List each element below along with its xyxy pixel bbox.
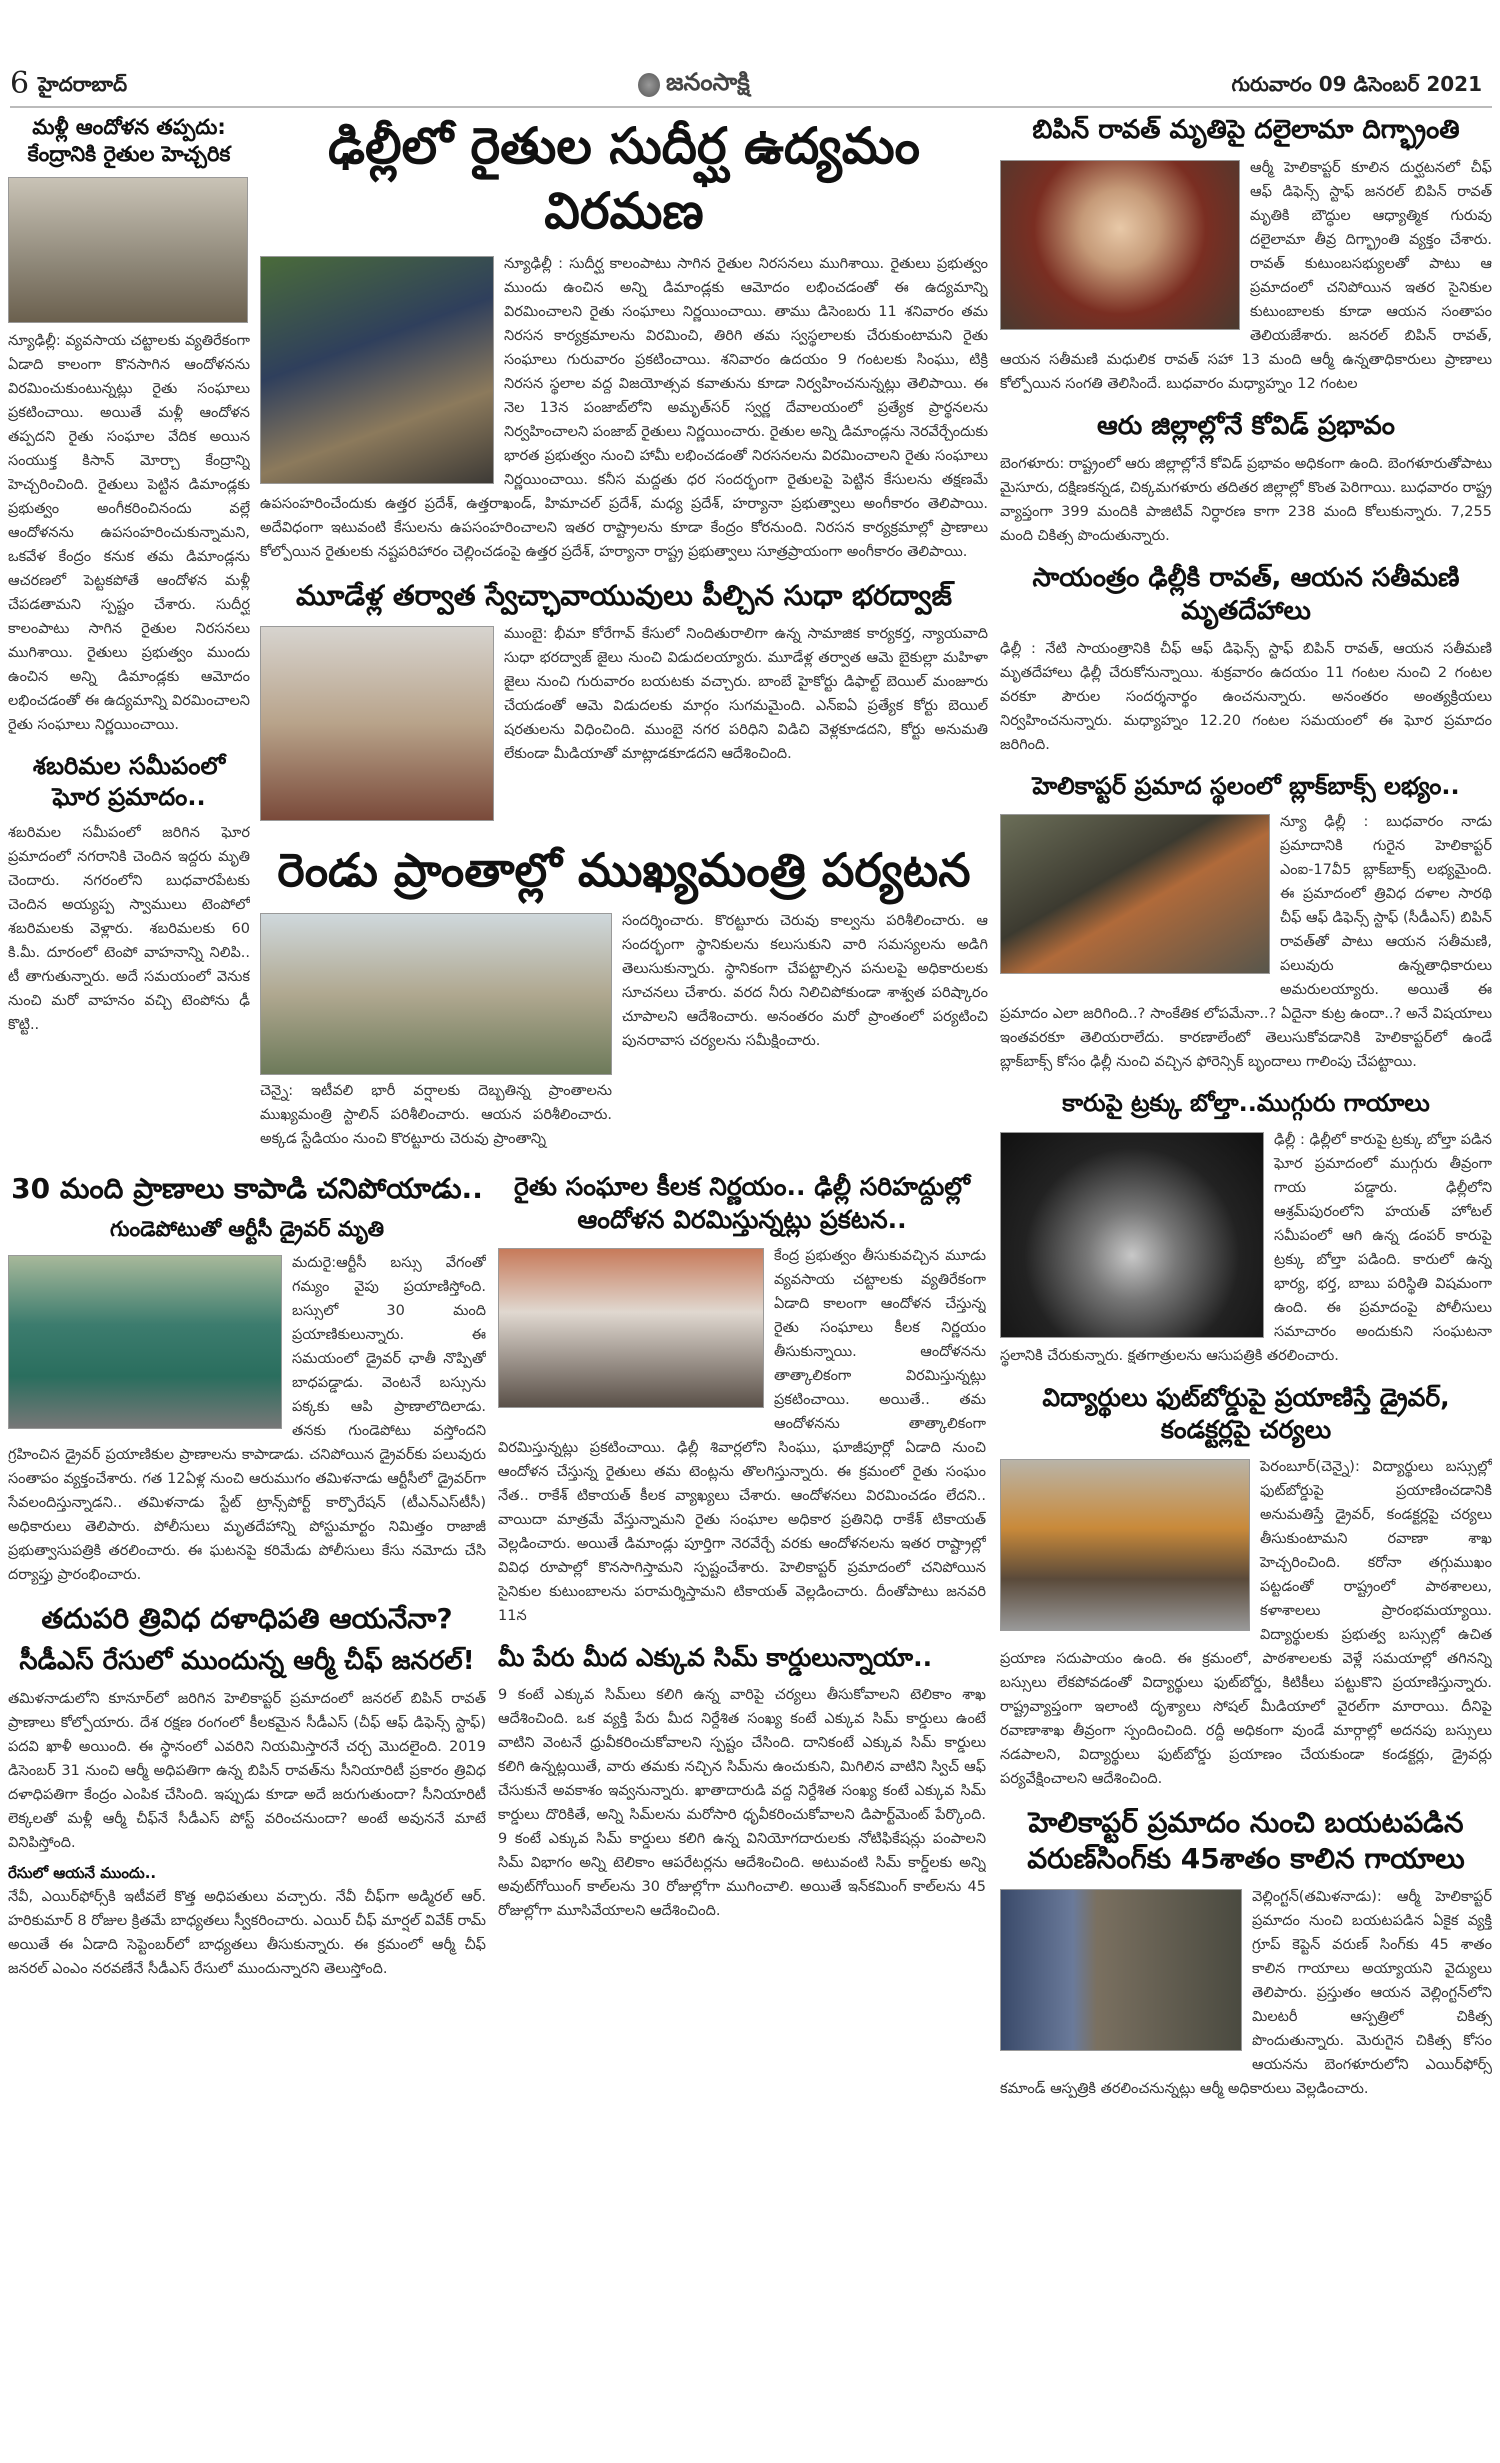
- footboard-headline: విద్యార్థులు ఫుట్‌బోర్డుపై ప్రయాణిస్తే డ్రైవర్, కండక్టర్లపై చర్యలు: [1042, 1382, 1450, 1445]
- crash-site-photo: [1000, 814, 1270, 974]
- truck-article: [1000, 1088, 1492, 1367]
- main-headline: ఢిల్లీలో రైతుల సుదీర్ఘ ఉద్యమం విరమణ: [328, 117, 920, 240]
- farmers-warning-article: [8, 114, 250, 737]
- farmers-warning-photo: [8, 177, 248, 323]
- cm-tour-figure: [260, 913, 612, 1151]
- main-body: న్యూఢిల్లీ : సుదీర్ఘ కాలంపాటు సాగిన రైతుల నిరసనలు ముగిశాయి. రైతులు ప్రభుత్వం ముందు ఉంచిన అన్ని డిమాండ్లకు ఆమోదం లభించడంతో ఈ ఉద్యమాన్ని విరమించాలని రైతు సంఘాలు నిర్ణయించాయి. తాము డిసెంబరు 11 శనివారం తమ నిరసన కార్యక్రమాలను విరమించి, తిరిగి తమ స్వస్థలాలకు చేరుకుంటామని రైతు సంఘాలు గురువారం ప్రకటించాయి. శనివారం ఉదయం 9 గంటలకు సింఘు, టిక్రి నిరసన స్థలాల వద్ద విజయోత్సవ కవాతును కూడా నిర్వహించనున్నట్లు తెలిపాయి. ఈ నెల 13న పంజాబ్‌లోని అమృత్‌సర్ స్వర్ణ దేవాలయంలో ప్రత్యేక ప్రార్థనలను నిర్వహించాలని పంజాబ్ రైతులు నిర్ణయించారు. రైతుల అన్ని డిమాండ్లను నెరవేర్చేందుకు భారత ప్రభుత్వం నుంచి హామీ లభించడంతో నిరసనలను విరమించాలని రైతు సంఘాలు నిర్ణయించాయి. కనీస మద్దతు ధర సందర్భంగా రైతులపై పెట్టిన కేసులను తక్షణమే ఉపసంహరించేందుకు ఉత్తర ప్రదేశ్, ఉత్తరాఖండ్, హిమాచల్ ప్రదేశ్, మధ్య ప్రదేశ్, హర్యానా ప్రభుత్వాలు అంగీకారం తెలిపాయి. అదేవిధంగా ఇటువంటి కేసులను ఉపసంహరించాలని ఇతర రాష్ట్రాలను కూడా కేంద్రం కోరనుంది. నిరసన కార్యక్రమాల్లో ప్రాణాలు కోల్పోయిన రైతులకు నష్టపరిహారం చెల్లించడంపై ఉత్తర ప్రదేశ్, హర్యానా రాష్ట్ర ప్రభుత్వాలు సూత్రప్రాయంగా అంగీకారం తెలిపాయి.: [260, 256, 988, 560]
- left-column: [8, 114, 250, 1051]
- sabarimala-headline: శబరిమల సమీపంలో ఘోర ప్రమాదం..: [32, 751, 226, 811]
- sabarimala-body: శబరిమల సమీపంలో జరిగిన ఘోర ప్రమాదంలో నగరానికి చెందిన ఇద్దరు మృతి చెందారు. నగరంలోని బుధవారపేటకు చెందిన అయ్యప్ప స్వాములు టెంపోలో శబరిమలకు వెళ్లారు. శబరిమలకు 60 కి.మీ. దూరంలో టెంపో వాహనాన్ని నిలిపి.. టీ తాగుతున్నారు. అదే సమయంలో వెనుక నుంచి మరో వాహనం వచ్చి టెంపోను ఢీ కొట్టి..: [8, 824, 250, 1033]
- bodies-headline: సాయంత్రం ఢిల్లీకి రావత్, ఆయన సతీమణి మృతదేహాలు: [1032, 562, 1460, 627]
- footboard-bus-photo: [1000, 1459, 1250, 1631]
- cm-tour-body: సందర్శించారు. కొరట్టూరు చెరువు కాల్వను పరిశీలించారు. ఆ సందర్భంగా స్థానికులను కలుసుకుని వారి సమస్యలను అడిగి తెలుసుకున్నారు. స్థానికంగా చేపట్టాల్సిన పనులపై అధికారులకు సూచనలు చేశారు. వరద నీరు నిలిచిపోకుండా శాశ్వత పరిష్కారం చూపాలని ఆదేశించారు. అనంతరం మరో ప్రాంతంలో పర్యటించి పునరావాస చర్యలను సమీక్షించారు.: [622, 913, 988, 1050]
- cds-body-2: నేవీ, ఎయిర్‌ఫోర్స్‌కి ఇటీవలే కొత్త అధిపతులు వచ్చారు. నేవీ చీఫ్‌గా అడ్మిరల్ ఆర్. హరికుమార్ 8 రోజుల క్రితమే బాధ్యతలు స్వీకరించారు. ఎయిర్ చీఫ్ మార్షల్ వివేక్ రామ్ అయితే ఈ ఏడాది సెప్టెంబర్‌లో బాధ్యతలు తీసుకున్నారు. ఈ క్రమంలో ఆర్మీ చీఫ్ జనరల్ ఎంఎం నరవణేనే సీడీఎస్ రేసులో ముందున్నారని తెలుస్తోంది.: [8, 1889, 486, 1978]
- dalai-lama-body: ఆర్మీ హెలికాప్టర్ కూలిన దుర్ఘటనలో చీఫ్ ఆఫ్ డిఫెన్స్ స్టాఫ్ జనరల్ బిపిన్ రావత్ మృతికి బౌద్ధుల ఆధ్యాత్మిక గురువు దలైలామా తీవ్ర దిగ్భ్రాంతి వ్యక్తం చేశారు. రావత్ కుటుంబసభ్యులతో పాటు ఆ ప్రమాదంలో చనిపోయిన ఇతర సైనికుల కుటుంబాలకు కూడా ఆయన సంతాపం తెలియజేశారు. జనరల్ బిపిన్ రావత్, ఆయన సతీమణి మధులిక రావత్ సహా 13 మంది ఆర్మీ ఉన్నతాధికారులు ప్రాణాలు కోల్పోయిన సంగతి తెలిసిందే. బుధవారం మధ్యాహ్నం 12 గంటల: [1000, 159, 1492, 392]
- sudha-photo: [260, 626, 494, 821]
- truck-accident-photo: [1000, 1132, 1264, 1338]
- blackbox-article: [1000, 771, 1492, 1074]
- farmer-unions-body: కేంద్ర ప్రభుత్వం తీసుకువచ్చిన మూడు వ్యవసాయ చట్టాలకు వ్యతిరేకంగా ఏడాది కాలంగా ఆందోళన చేస్తున్న రైతు సంఘాలు కీలక నిర్ణయం తీసుకున్నాయి. ఆందోళనను తాత్కాలికంగా విరమిస్తున్నట్లు ప్రకటించాయి. అయితే.. తమ ఆందోళనను తాత్కాలికంగా విరమిస్తున్నట్లు ప్రకటించాయి. ఢిల్లీ శివార్లలోని సింఘు, ఘాజీపూర్లో ఏడాది నుంచి ఆందోళన చేస్తున్న రైతులు తమ టెంట్లను తొలగిస్తున్నారు. ఈ క్రమంలో రైతు సంఘం నేత.. రాకేశ్ టికాయత్ కీలక వ్యాఖ్యలు చేశారు. ఆందోళనలు విరమించడం లేదని.. వాయిదా మాత్రమే వేస్తున్నామని రైతు సంఘాల అధికార ప్రతినిధి రాకేశ్ టికాయత్ వెల్లడించారు. అయితే డిమాండ్లు పూర్తిగా నెరవేర్చే వరకు ఆందోళనలను ఇతర రాష్ట్రాల్లో వివిధ రూపాల్లో కొనసాగిస్తామని స్పష్టంచేశారు. హెలికాప్టర్ ప్రమాదంలో చనిపోయిన సైనికుల కుటుంబాలను పరామర్శిస్తామని టికాయత్ వెల్లడించారు. దీంతోపాటు జనవరి 11న: [498, 1248, 986, 1625]
- varun-article: [1000, 1805, 1492, 2102]
- covid-article: [1000, 410, 1492, 548]
- covid-body: బెంగళూరు: రాష్ట్రంలో ఆరు జిల్లాల్లోనే కోవిడ్ ప్రభావం అధికంగా ఉంది. బెంగళూరుతోపాటు మైసూరు, దక్షిణకన్నడ, చిక్కమగళూరు తదితర జిల్లాల్లో కొంత పెరిగాయి. బుధవారం రాష్ట్ర వ్యాప్తంగా 399 మందికి పాజిటివ్ నిర్ధారణ కాగా 238 మంది కోలుకున్నారు. 7,255 మంది చికిత్స పొందుతున్నారు.: [1000, 455, 1492, 544]
- farmers-warning-headline: మళ్లీ ఆందోళన తప్పదు: కేంద్రానికి రైతుల హెచ్చరిక: [27, 115, 231, 167]
- sim-body: 9 కంటే ఎక్కువ సిమ్‌లు కలిగి ఉన్న వారిపై చర్యలు తీసుకోవాలని టెలికాం శాఖ ఆదేశించింది. ఒక వ్యక్తి పేరు మీద నిర్దేశిత సంఖ్య కంటే ఎక్కువ సిమ్ కార్డులు ఉంటే వాటిని వెంటనే ధ్రువీకరించుకోవాలని స్పష్టం చేసింది. దానికంటే ఎక్కువ సిమ్ కార్డులు కలిగి ఉన్నట్లయితే, వారు తమకు నచ్చిన సిమ్‌ను ఉంచుకుని, మిగిలిన వాటిని స్విచ్ ఆఫ్ చేసుకునే అవకాశం ఇవ్వనున్నారు. ఖాతాదారుడి వద్ద నిర్దేశిత సంఖ్య కంటే ఎక్కువ సిమ్ కార్డులు దొరికితే, అన్ని సిమ్‌లను మరోసారి ధృవీకరించుకోవాలని డిపార్ట్‌మెంట్ పేర్కొంది. 9 కంటే ఎక్కువ సిమ్ కార్డులు కలిగి ఉన్న వినియోగదారులకు నోటిఫికేషన్లు పంపాలని సిమ్ విభాగం అన్ని టెలికాం ఆపరేటర్లను ఆదేశించింది. అటువంటి సిమ్ కార్డ్‌లకు అన్ని అవుట్‌గోయింగ్ కాల్‌లను 30 రోజుల్లోగా ముగించాలి. అయితే ఇన్‌కమింగ్ కాల్‌లను 45 రోజుల్లోగా మూసివేయాలని ఆదేశించింది.: [498, 1686, 986, 1919]
- bus-photo: [8, 1255, 282, 1429]
- driver-subheadline: గుండెపోటుతో ఆర్టీసీ డ్రైవర్ మృతి: [109, 1216, 385, 1241]
- sim-article: [498, 1642, 986, 1923]
- bodies-article: [1000, 562, 1492, 758]
- edition-label: హైదరాబాద్: [38, 72, 128, 96]
- cm-tour-article: [260, 841, 988, 1157]
- driver-body: మదురై:ఆర్టీసీ బస్సు వేగంతో గమ్యం వైపు ప్రయాణిస్తోంది. బస్సులో 30 మంది ప్రయాణికులున్నారు. ఈ సమయంలో డ్రైవర్ ఛాతీ నొప్పితో బాధపడ్డాడు. వెంటనే బస్సును పక్కకు ఆపి ప్రాణాలొదిలాడు. తనకు గుండెపోటు వస్తోందని గ్రహించిన డ్రైవర్ ప్రయాణికుల ప్రాణాలను కాపాడాడు. చనిపోయిన డ్రైవర్‌కు పలువురు సంతాపం వ్యక్తంచేశారు. గత 12ఏళ్ల నుంచి ఆరుముగం తమిళనాడు ఆర్టీసీలో డ్రైవర్‌గా సేవలందిస్తున్నాడని.. తమిళనాడు స్టేట్ ట్రాన్స్‌పోర్ట్ కార్పొరేషన్ (టీఎన్‌ఎస్‌టీసీ) అధికారులు తెలిపారు. పోలీసులు మృతదేహాన్ని పోస్టుమార్టం నిమిత్తం రాజాజీ ప్రభుత్వాసుపత్రికి తరలించారు. ఈ ఘటనపై కరిమేడు పోలీసులు కేసు నమోదు చేసి దర్యాప్తు ప్రారంభించారు.: [8, 1254, 486, 1583]
- right-column: [1000, 114, 1492, 2115]
- sudha-article: [260, 578, 988, 827]
- cds-subhead: రేసులో ఆయనే ముందు..: [8, 1864, 157, 1883]
- left-center-area: [8, 114, 988, 1995]
- masthead-title: జనంసాక్షి: [666, 68, 750, 96]
- cm-tour-caption: చెన్నై: ఇటీవలి భారీ వర్షాలకు దెబ్బతిన్న ప్రాంతాలను ముఖ్యమంత్రి స్టాలిన్ పరిశీలించారు. ఆయన పరిశీలించారు. అక్కడ స్టేడియం నుంచి కొరట్టూరు చెరువు ప్రాంతాన్ని: [260, 1083, 612, 1148]
- cds-article: [8, 1601, 486, 1981]
- farmer-unions-article: [498, 1171, 986, 1628]
- farmers-warning-body: న్యూఢిల్లీ: వ్యవసాయ చట్టాలకు వ్యతిరేకంగా ఏడాది కాలంగా కొనసాగిన ఆందోళనను విరమించుకుంటున్నట్లు రైతు సంఘాలు ప్రకటించాయి. అయితే మళ్లీ ఆందోళన తప్పదని రైతు సంఘాల వేదిక అయిన సంయుక్త కిసాన్ మోర్చా కేంద్రాన్ని హెచ్చరించింది. రైతులు పెట్టిన డిమాండ్లకు ప్రభుత్వం అంగీకరించినందు వల్లే ఆందోళనను ఉపసంహరించుకున్నామని, ఒకవేళ కేంద్రం కనుక తమ డిమాండ్లను ఆచరణలో పెట్టకపోతే ఆందోళన మళ్లీ చేపడతామని స్పష్టం చేశారు. సుదీర్ఘ కాలంపాటు సాగిన రైతుల నిరసనలు ముగిశాయి. రైతులు ప్రభుత్వం ముందు ఉంచిన అన్ని డిమాండ్లకు ఆమోదం లభించడంతో ఈ ఉద్యమాన్ని విరమించాలని రైతు సంఘాలు నిర్ణయించాయి.: [8, 332, 250, 733]
- cds-subheadline: సీడీఎస్ రేసులో ముందున్న ఆర్మీ చీఫ్ జనరల్!: [19, 1646, 475, 1677]
- cds-headline: తదుపరి త్రివిధ దళాధిపతి ఆయనేనా?: [41, 1601, 453, 1635]
- driver-headline: 30 మంది ప్రాణాలు కాపాడి చనిపోయాడు..: [11, 1172, 483, 1206]
- footboard-article: [1000, 1382, 1492, 1791]
- top-band: [8, 114, 988, 1171]
- footboard-body: పెరంబూర్(చెన్నై): విద్యార్థులు బస్సుల్లో ఫుట్‌బోర్డుపై ప్రయాణించడానికి అనుమతిస్తే డ్రైవర్, కండక్టర్లపై చర్యలు తీసుకుంటామని రవాణా శాఖ హెచ్చరించింది. కరోనా తగ్గుముఖం పట్టడంతో రాష్ట్రంలో పాఠశాలలు, కళాశాలలు ప్రారంభమయ్యాయి. విద్యార్థులకు ప్రభుత్వ బస్సుల్లో ఉచిత ప్రయాణ సదుపాయం ఉంది. ఈ క్రమంలో, పాఠశాలలకు వెళ్లే సమయాల్లో తగినన్ని బస్సులు లేకపోవడంతో విద్యార్థులు ఫుట్‌బోర్డు, కిటికీలు పట్టుకొని ప్రయాణిస్తున్నారు. రాష్ట్రవ్యాప్తంగా ఇలాంటి దృశ్యాలు సోషల్ మీడియాలో వైరల్‌గా మారాయి. దీనిపై రవాణాశాఖ తీవ్రంగా స్పందించింది. రద్దీ అధికంగా వుండే మార్గాల్లో అదనపు బస్సులు నడపాలని, విద్యార్థులు ఫుట్‌బోర్డు ప్రయాణం చేయకుండా కండక్టర్లు, డ్రైవర్లు పర్యవేక్షించాలని ఆదేశించింది.: [1000, 1458, 1492, 1787]
- varun-singh-photo: [1000, 1889, 1242, 2051]
- main-article: [260, 114, 988, 564]
- cds-body: తమిళనాడులోని కూనూర్‌లో జరిగిన హెలికాప్టర్ ప్రమాదంలో జనరల్ బిపిన్ రావత్ ప్రాణాలు కోల్పోయారు. దేశ రక్షణ రంగంలో కీలకమైన సీడీఎస్ (చీఫ్ ఆఫ్ డిఫెన్స్ స్టాఫ్) పదవి ఖాళీ అయింది. ఈ స్థానంలో ఎవరిని నియమిస్తారనే చర్చ మొదలైంది. 2019 డిసెంబర్ 31 నుంచి ఆర్మీ అధిపతిగా ఉన్న బిపిన్ రావత్‌ను సీనియారిటీ ప్రకారం త్రివిధ దళాధిపతిగా కేంద్రం ఎంపిక చేసింది. ఇప్పుడు కూడా అదే జరుగుతుందా? సీనియారిటీ లెక్కలతో మళ్లీ ఆర్మీ చీఫ్‌నే సీడీఎస్ పోస్ట్ వరించనుందా? అంటే అవుననే మాటే వినిపిస్తోంది.: [8, 1691, 486, 1852]
- dalai-lama-photo: [1000, 160, 1240, 330]
- driver-article: [8, 1171, 486, 1587]
- sim-headline: మీ పేరు మీద ఎక్కువ సిమ్ కార్డులున్నాయా..: [498, 1643, 933, 1673]
- header-divider: [10, 106, 1492, 108]
- center-column: [260, 114, 988, 1171]
- sabarimala-article: [8, 751, 250, 1037]
- cm-tour-headline: రెండు ప్రాంతాల్లో ముఖ్యమంత్రి పర్యటన: [277, 843, 971, 898]
- lower-center-column: [498, 1171, 986, 1937]
- farmer-unions-headline: రైతు సంఘాల కీలక నిర్ణయం.. ఢిల్లీ సరిహద్దుల్లో ఆందోళన విరమిస్తున్నట్లు ప్రకటన..: [514, 1172, 970, 1234]
- sudha-body: ముంబై: భీమా కోరేగావ్ కేసులో నిందితురాలిగా ఉన్న సామాజిక కార్యకర్త, న్యాయవాది సుధా భరద్వాజ్ జైలు నుంచి విడుదలయ్యారు. మూడేళ్ల తర్వాత ఆమె బైకుల్లా మహిళా జైలు నుంచి గురువారం బయటకు వచ్చారు. బాంబే హైకోర్టు డిఫాల్ట్ బెయిల్ మంజూరు చేయడంతో ఆమె విడుదలకు మార్గం సుగమమైంది. ఎన్ఐఏ ప్రత్యేక కోర్టు బెయిల్ షరతులను విధించింది. ముంబై నగర పరిధిని విడిచి వెళ్లకూడదని, కోర్టు అనుమతి లేకుండా మీడియాతో మాట్లాడకూడదని ఆదేశించింది.: [504, 626, 988, 763]
- masthead-logo: [638, 68, 750, 102]
- dalai-lama-headline: బిపిన్ రావత్ మృతిపై దలైలామా దిగ్భ్రాంతి: [1032, 115, 1460, 145]
- sudha-headline: మూడేళ్ల తర్వాత స్వేచ్ఛావాయువులు పీల్చిన సుధా భరద్వాజ్: [296, 579, 952, 612]
- page-number: 6: [10, 66, 30, 101]
- varun-body: వెల్లింగ్టన్(తమిళనాడు): ఆర్మీ హెలికాప్టర్ ప్రమాదం నుంచి బయటపడిన ఏకైక వ్యక్తి గ్రూప్ కెప్టెన్ వరుణ్ సింగ్‌కు 45 శాతం కాలిన గాయాలు అయ్యాయని వైద్యులు తెలిపారు. ప్రస్తుతం ఆయన వెల్లింగ్టన్‌లోని మిలటరీ ఆస్పత్రిలో చికిత్స పొందుతున్నారు. మెరుగైన చికిత్స కోసం ఆయనను బెంగళూరులోని ఎయిర్‌ఫోర్స్ కమాండ్ ఆస్పత్రికి తరలించనున్నట్లు ఆర్మీ అధికారులు వెల్లడించారు.: [1000, 1889, 1492, 2098]
- truck-body: ఢిల్లీ : ఢిల్లీలో కారుపై ట్రక్కు బోల్తా పడిన ఘోర ప్రమాదంలో ముగ్గురు తీవ్రంగా గాయ పడ్డారు. ఢిల్లీలోని ఆశ్రమ్‌పురంలోని హయత్ హోటల్ సమీపంలో ఆగి ఉన్న డంపర్ కారుపై ట్రక్కు బోల్తా పడింది. కారులో ఉన్న భార్య, భర్త, బాబు పరిస్థితి విషమంగా ఉంది. ఈ ప్రమాదంపై పోలీసులు సమాచారం అందుకుని సంఘటనా స్థలానికి చేరుకున్నారు. క్షతగాత్రులను ఆసుపత్రికి తరలించారు.: [1000, 1131, 1492, 1364]
- bodies-body: ఢిల్లీ : నేటి సాయంత్రానికి చీఫ్ ఆఫ్ డిఫెన్స్ స్టాఫ్ బిపిన్ రావత్, ఆయన సతీమణి మృతదేహాలు ఢిల్లీ చేరుకోనున్నాయి. శుక్రవారం ఉదయం 11 గంటల నుంచి 2 గంటల వరకూ పౌరుల సందర్శనార్థం ఉంచనున్నారు. అనంతరం అంత్యక్రియలు నిర్వహించనున్నారు. మధ్యాహ్నం 12.20 గంటల సమయంలో ఈ ఘోర ప్రమాదం జరిగింది.: [1000, 641, 1492, 754]
- blackbox-headline: హెలికాప్టర్ ప్రమాద స్థలంలో బ్లాక్‌బాక్స్ లభ్యం..: [1032, 772, 1460, 801]
- varun-headline: హెలికాప్టర్ ప్రమాదం నుంచి బయటపడిన వరుణ్‌సింగ్‌కు 45శాతం కాలిన గాయాలు: [1027, 1805, 1465, 1875]
- issue-date: గురువారం 09 డిసెంబర్ 2021: [1231, 72, 1482, 96]
- truck-headline: కారుపై ట్రక్కు బోల్తా..ముగ్గురు గాయాలు: [1062, 1089, 1430, 1118]
- masthead-emblem-icon: [638, 73, 660, 97]
- blackbox-body: న్యూ ఢిల్లీ : బుధవారం నాడు ప్రమాదానికి గురైన హెలికాప్టర్ ఎంఐ-17వీ5 బ్లాక్‌బాక్స్ లభ్యమైంది. ఈ ప్రమాదంలో త్రివిధ దళాల సారథి చీఫ్ ఆఫ్ డిఫెన్స్ స్టాఫ్ (సీడీఎస్) బిపిన్ రావత్‌తో పాటు ఆయన సతీమణి, పలువురు ఉన్నతాధికారులు అమరులయ్యారు. అయితే ఈ ప్రమాదం ఎలా జరిగింది..? సాంకేతిక లోపమేనా..? ఏదైనా కుట్ర ఉందా..? అనే విషయాలు ఇంతవరకూ తెలియరాలేదు. కారణాలేంటో తెలుసుకోవడానికి హెలికాప్టర్‌లో ఉండే బ్లాక్‌బాక్స్ కోసం ఢిల్లీ నుంచి వచ్చిన ఫోరెన్సిక్ బృందాలు గాలింపు చేపట్టాయి.: [1000, 814, 1492, 1071]
- page-header: [10, 66, 1490, 104]
- cm-tour-photo: [260, 913, 612, 1075]
- bottom-band: [8, 1171, 988, 1995]
- covid-headline: ఆరు జిల్లాల్లోనే కోవిడ్ ప్రభావం: [1097, 410, 1395, 441]
- farmer-unions-photo: [498, 1248, 764, 1408]
- lower-left-column: [8, 1171, 486, 1995]
- main-photo: [260, 256, 494, 484]
- dalai-lama-article: [1000, 114, 1492, 396]
